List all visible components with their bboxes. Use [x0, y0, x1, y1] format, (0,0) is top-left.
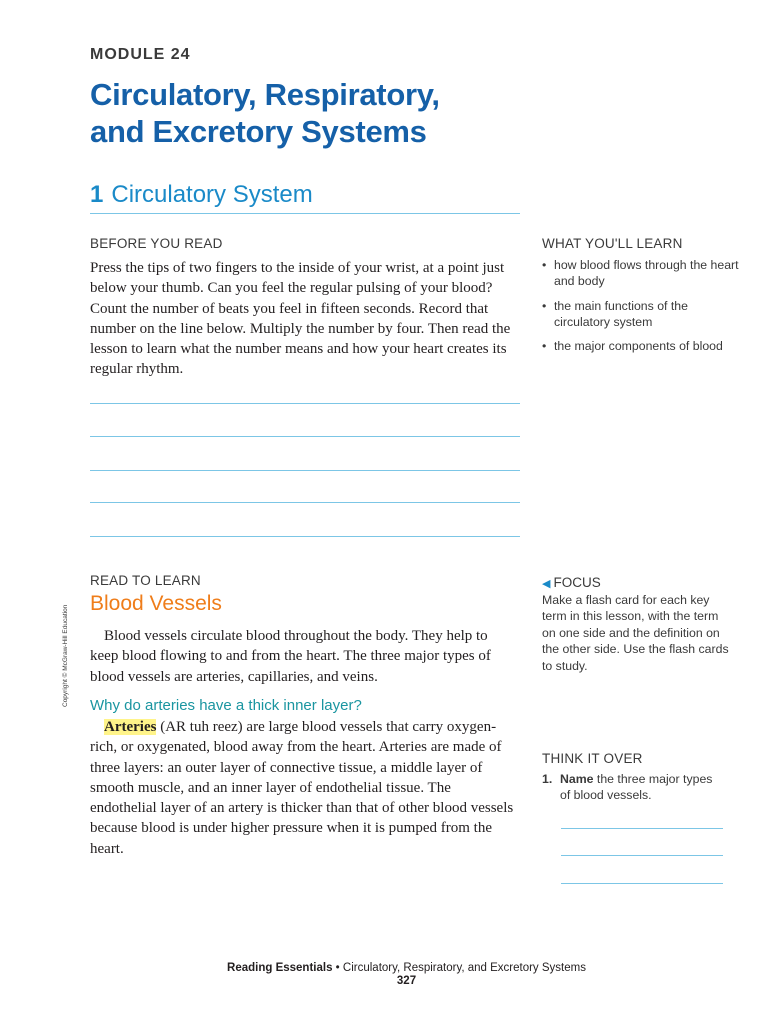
question-text-line2: of blood vessels. — [560, 788, 652, 803]
page-title — [90, 76, 550, 150]
read-to-learn-label: READ TO LEARN — [90, 573, 201, 588]
think-question — [542, 771, 732, 804]
before-you-read-label: BEFORE YOU READ — [90, 236, 223, 251]
footer-book-title: Reading Essentials — [227, 962, 333, 974]
title-line-1: Circulatory, Respiratory, — [90, 77, 440, 112]
what-youll-learn-list — [542, 257, 742, 362]
list-item: • the major components of blood — [542, 338, 742, 354]
answer-line-3[interactable] — [90, 470, 520, 471]
answer-line-5[interactable] — [90, 536, 520, 537]
footer-separator: • — [332, 962, 343, 974]
arteries-text: (AR tuh reez) are large blood vessels that carry oxygen-rich, or oxygenated, blood away from the heart. Arteries are made of three layers: an outer layer of connective tissue, a middle layer of smooth muscle, and an inner layer of endothelial tissue. The endothelial layer of an artery is thicker than that of other blood vessels because blood is under higher pressure when it is pumped from the heart. — [90, 719, 514, 857]
answer-line-4[interactable] — [90, 502, 520, 503]
section-number: 1 — [90, 181, 104, 208]
question-heading: Why do arteries have a thick inner layer? — [90, 697, 362, 714]
page-number: 327 — [396, 975, 417, 987]
what-youll-learn-label: WHAT YOU'LL LEARN — [542, 236, 683, 251]
section-heading — [90, 181, 313, 209]
footer-chapter: Circulatory, Respiratory, and Excretory Systems — [342, 962, 586, 974]
key-term-highlight: Arteries — [104, 719, 157, 735]
section-divider — [90, 213, 520, 214]
think-it-over-label: THINK IT OVER — [542, 751, 643, 766]
copyright-notice: Copyright © McGraw-Hill Education — [62, 604, 69, 707]
triangle-left-icon: ◀ — [542, 578, 551, 590]
question-text-line1: the three major types — [593, 772, 713, 786]
focus-text: Make a flash card for each key term in this lesson, with the term on one side and the definition on the other side. Use the flash cards to study. — [542, 593, 729, 673]
focus-heading — [542, 575, 601, 590]
question-number: 1. — [542, 772, 553, 786]
title-line-2: and Excretory Systems — [90, 114, 427, 149]
arteries-paragraph — [90, 717, 515, 859]
think-answer-line-1[interactable] — [561, 828, 723, 829]
focus-label: FOCUS — [553, 575, 601, 590]
think-answer-line-2[interactable] — [561, 855, 723, 856]
page-footer — [0, 962, 768, 974]
subsection-heading: Blood Vessels — [90, 592, 222, 615]
list-item: • the main functions of the circulatory system — [542, 298, 742, 331]
answer-line-1[interactable] — [90, 403, 520, 404]
answer-line-2[interactable] — [90, 436, 520, 437]
think-answer-line-3[interactable] — [561, 883, 723, 884]
module-label: MODULE 24 — [90, 46, 191, 63]
before-you-read-text: Press the tips of two fingers to the inside of your wrist, at a point just below your thumb. Can you feel the regular pulsing of your blood? Count the number of beats you feel in fifteen seconds. Record that number on the line below. Multiply the number by four. Then read the lesson to learn what the number means and how your heart creates its regular rhythm. — [90, 260, 511, 378]
section-title: Circulatory System — [111, 181, 313, 208]
list-item: • how blood flows through the heart and body — [542, 257, 742, 290]
question-verb: Name — [560, 772, 594, 786]
read-to-learn-text: Blood vessels circulate blood throughout the body. They help to keep blood flowing to and from the heart. The three major types of blood vessels are arteries, capillaries, and veins. — [90, 628, 491, 685]
